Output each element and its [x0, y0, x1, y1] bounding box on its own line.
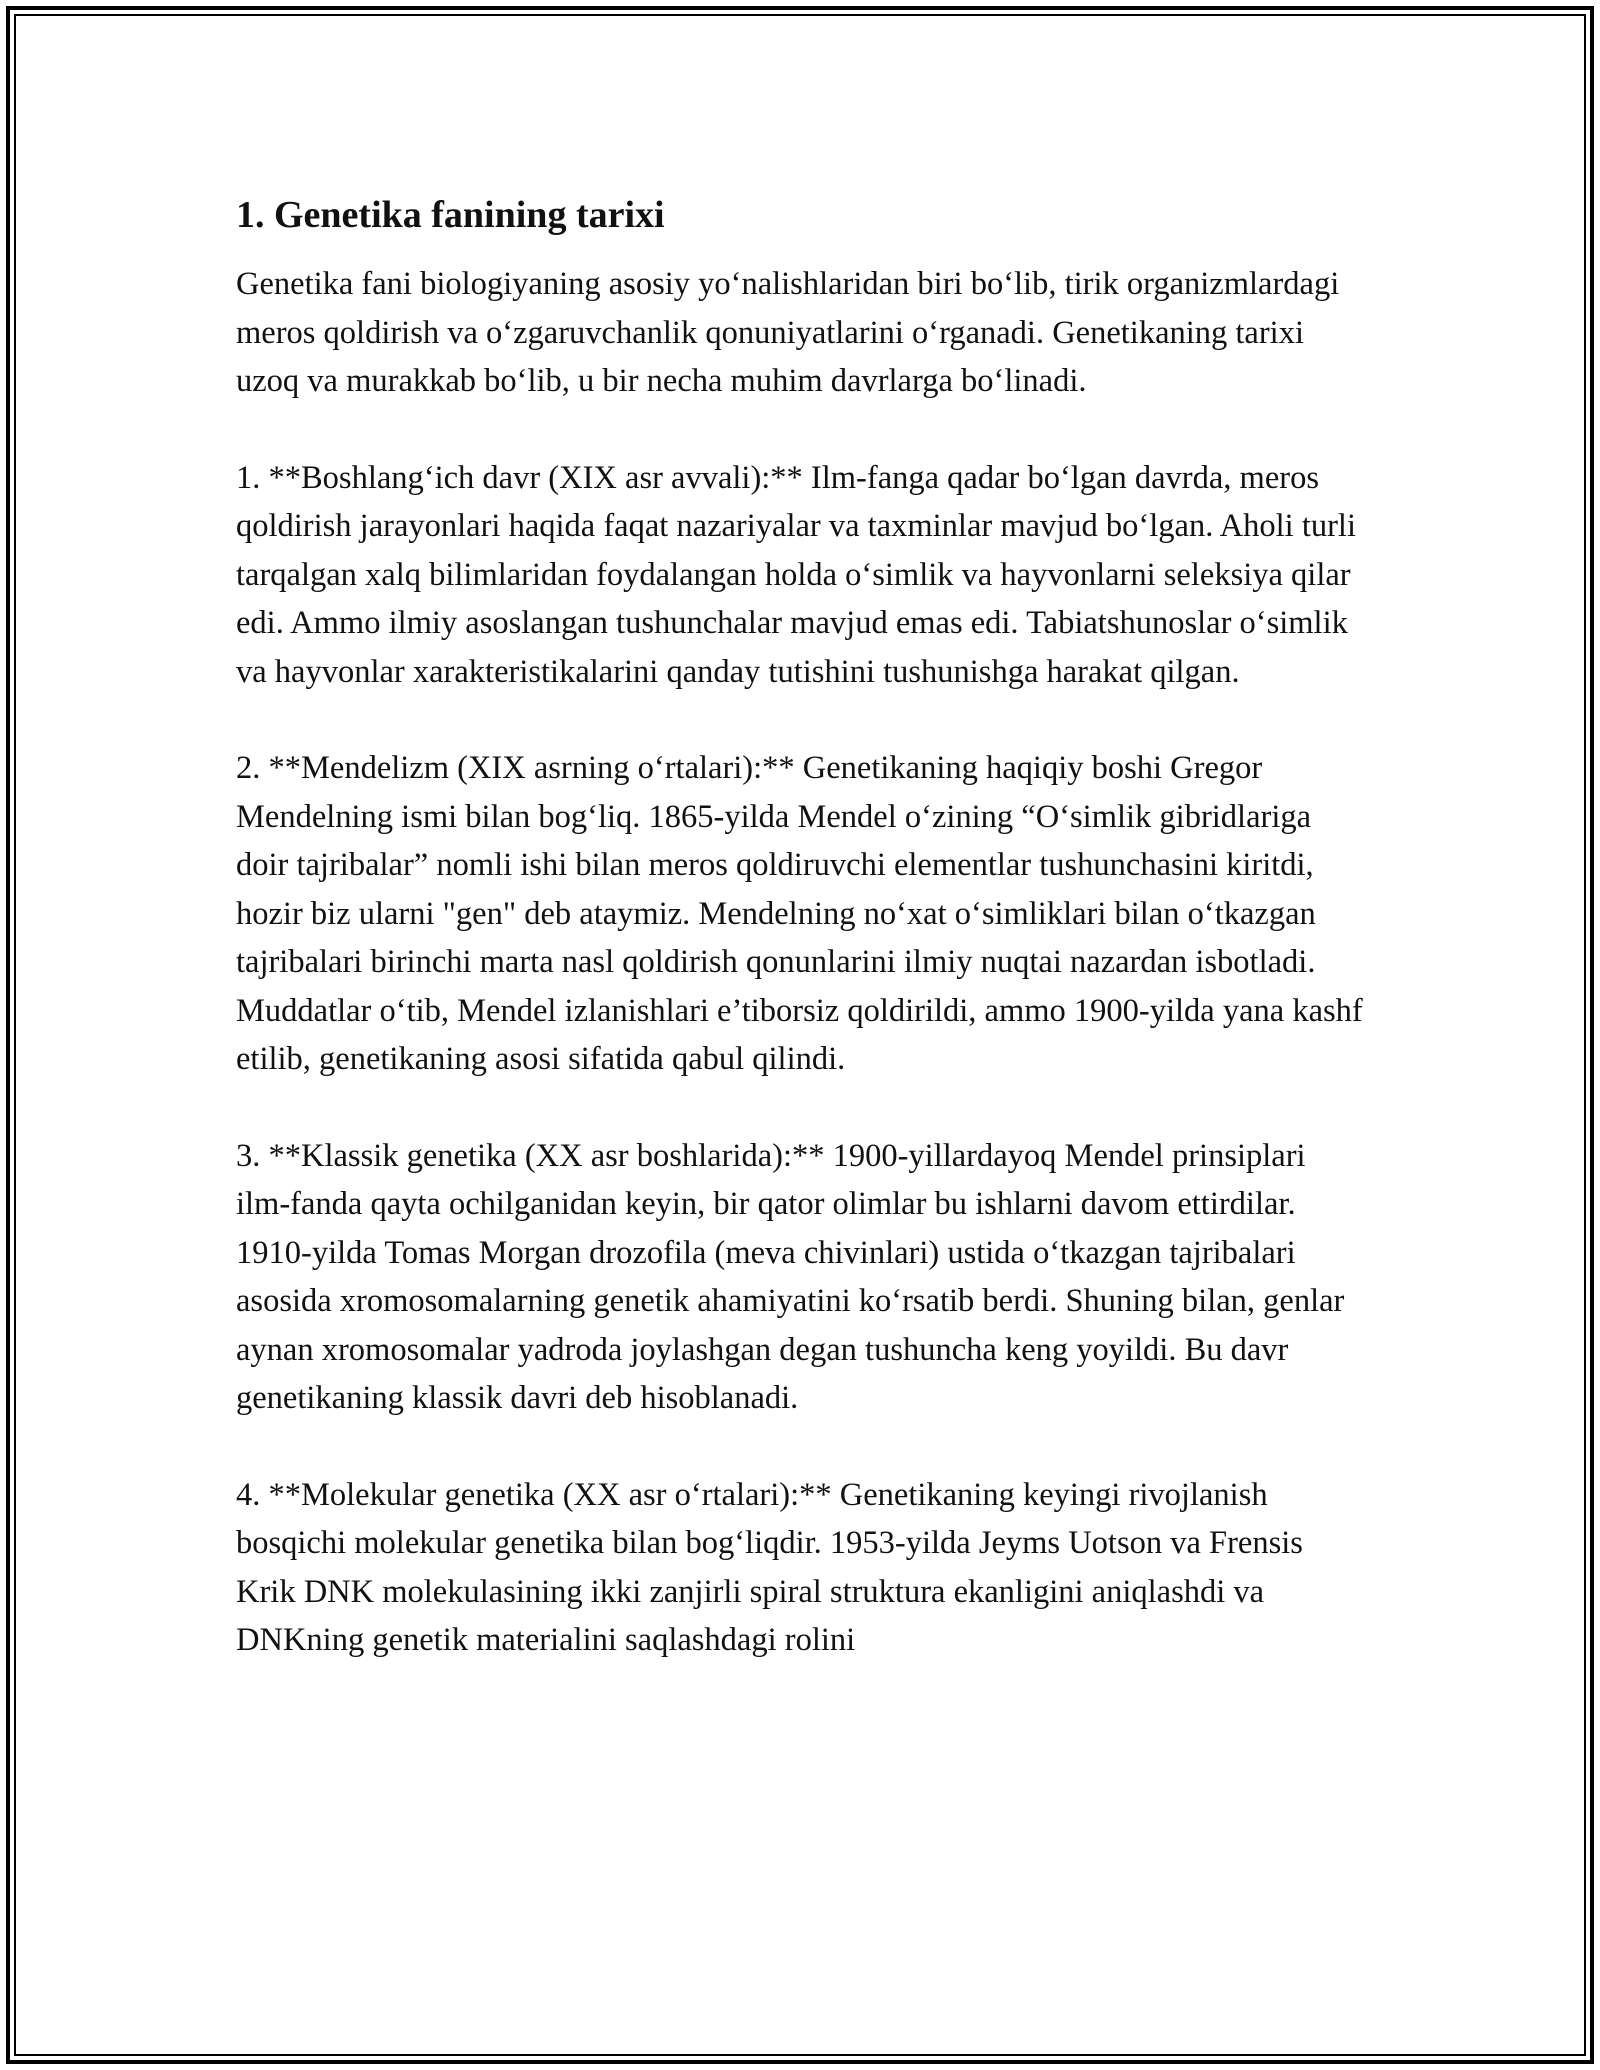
paragraph-molecular-genetics: 4. **Molekular genetika (XX asr o‘rtalari):** Genetikaning keyingi rivojlanish bosqichi molekular genetika bilan bog‘liqdir. 1953-yilda Jeyms Uotson va Frensis Krik DNK molekulasining ikki zanjirli spiral struktura ekanligini aniqlashdi va DNKning genetik materialini saqlashdagi rolini — [236, 1476, 1303, 1658]
paragraph-early-period: 1. **Boshlang‘ich davr (XIX asr avvali):** Ilm-fanga qadar bo‘lgan davrda, meros qoldirish jarayonlari haqida faqat nazariyalar va taxminlar mavjud bo‘lgan. Aholi turli tarqalgan xalq bilimlaridan foydalangan holda o‘simlik va hayvonlarni seleksiya qilar edi. Ammo ilmiy asoslangan tushunchalar mavjud emas edi. Tabiatshunoslar o‘simlik va hayvonlar xarakteristikalarini qanday tutishini tushunishga harakat qilgan. — [236, 459, 1356, 690]
document-body — [236, 190, 1366, 1713]
paragraph-classical-genetics: 3. **Klassik genetika (XX asr boshlarida):** 1900-yillardayoq Mendel prinsiplari ilm-fanda qayta ochilganidan keyin, bir qator olimlar bu ishlarni davom ettirdilar. 1910-yilda Tomas Morgan drozofila (meva chivinlari) ustida o‘tkazgan tajribalari asosida xromosomalarning genetik ahamiyatini ko‘rsatib berdi. Shuning bilan, genlar aynan xromosomalar yadroda joylashgan degan tushuncha keng yoyildi. Bu davr genetikaning klassik davri deb hisoblanadi. — [236, 1137, 1345, 1416]
paragraph-mendelism: 2. **Mendelizm (XIX asrning o‘rtalari):** Genetikaning haqiqiy boshi Gregor Mendelning ismi bilan bog‘liq. 1865-yilda Mendel o‘zining “O‘simlik gibridlariga doir tajribalar” nomli ishi bilan meros qoldiruvchi elementlar tushunchasini kiritdi, hozir biz ularni "gen" deb ataymiz. Mendelning no‘xat o‘simliklari bilan o‘tkazgan tajribalari birinchi marta nasl qoldirish qonunlarini ilmiy nuqtai nazardan isbotladi. Muddatlar o‘tib, Mendel izlanishlari e’tiborsiz qoldirildi, ammo 1900-yilda yana kashf etilib, genetikaning asosi sifatida qabul qilindi. — [236, 750, 1363, 1077]
section-heading: 1. Genetika fanining tarixi — [236, 194, 665, 236]
intro-paragraph: Genetika fani biologiyaning asosiy yo‘nalishlaridan biri bo‘lib, tirik organizmlardagi meros qoldirish va o‘zgaruvchanlik qonuniyatlarini o‘rganadi. Genetikaning tarixi uzoq va murakkab bo‘lib, u bir necha muhim davrlarga bo‘linadi. — [236, 266, 1340, 399]
